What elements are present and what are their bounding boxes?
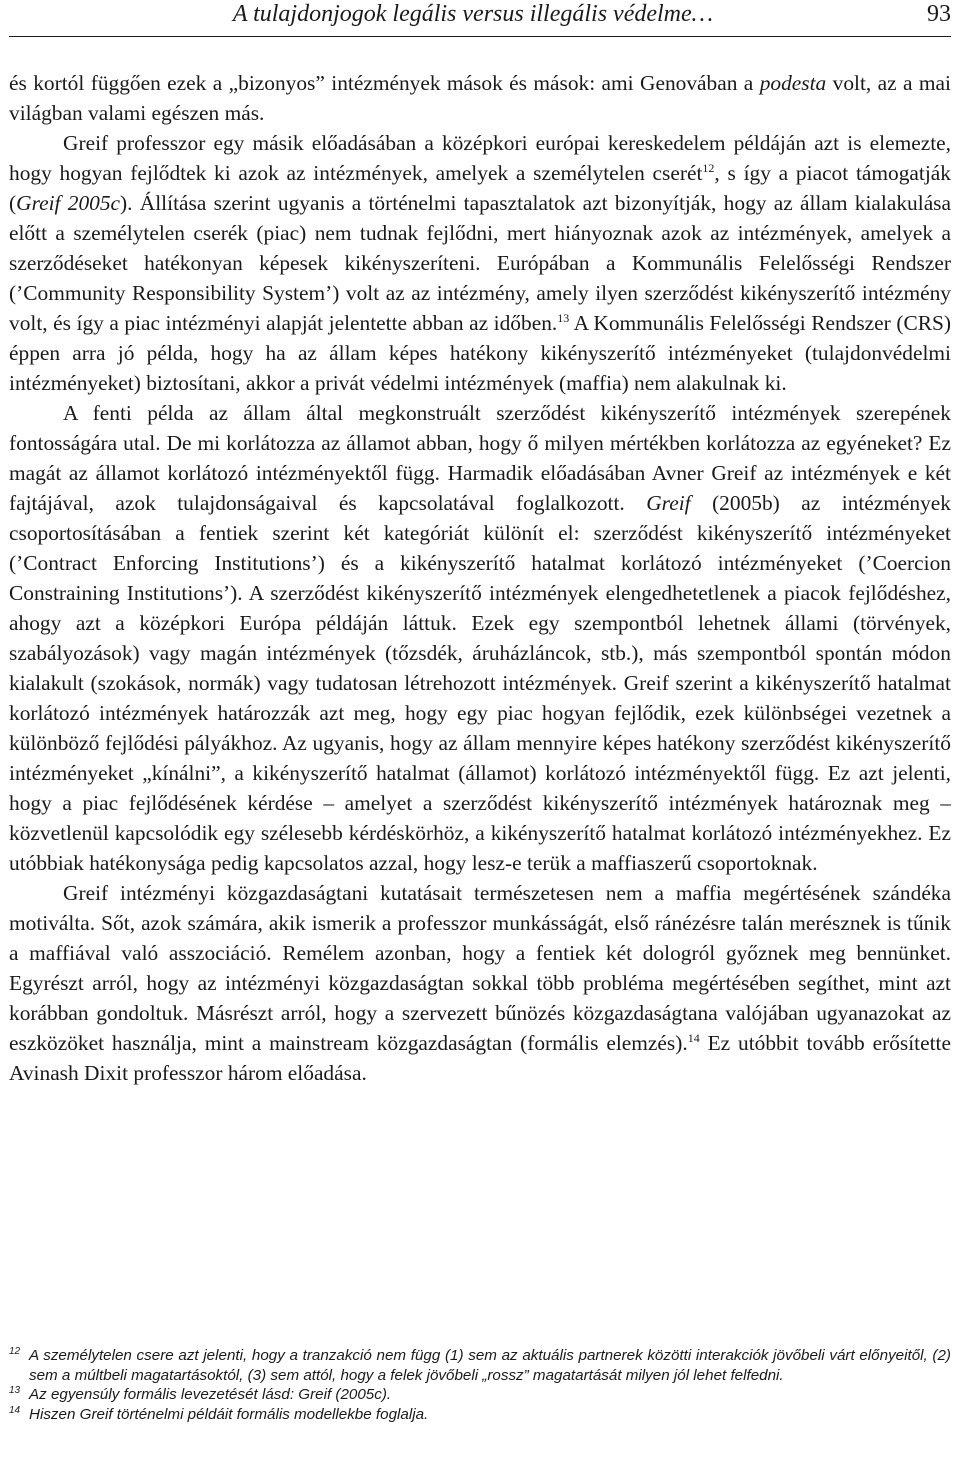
footnote-number: 12	[9, 1346, 21, 1357]
footnote-14	[9, 1405, 951, 1425]
paragraph-2-text-d: A Kommunális Felelősségi Rendszer (CRS) éppen arra jó példa, hogy ha az állam képes hatékony kikényszerítő intézményeket (tulajdonvédelmi intézményeket) biztosítani, akkor a privát védelmi intézmények (maffia) nem alakulnak ki.	[9, 311, 952, 395]
paragraph-3-emphasis: Greif	[646, 491, 691, 515]
paragraph-4-text-a: Greif intézményi közgazdaságtani kutatásait természetesen nem a maffia megértésének szándéka motiválta. Sőt, azok számára, akik ismerik a professzor munkásságát, első ránézésre talán merésznek is tűnik a maffiával való asszociáció. Remélem azonban, hogy a fentiek két dologról győznek meg bennünket. Egyrészt arról, hogy az intézményi közgazdaságtan sokkal több probléma megértésében segíthet, mint azt korábban gondoltuk. Másrészt arról, hogy a szervezett bűnözés közgazdaságtana valójában ugyanazokat az eszközöket használja, mint a mainstream közgazdaságtan (formális elemzés).	[9, 881, 951, 1055]
footnote-ref-12[interactable]: 12	[702, 161, 715, 175]
running-header	[9, 0, 951, 34]
paragraph-2	[9, 128, 951, 398]
footnotes	[9, 1346, 951, 1424]
running-header-title: A tulajdonjogok legális versus illegális védelme…	[232, 1, 713, 27]
footnote-number: 14	[9, 1404, 21, 1416]
footnote-13	[9, 1385, 951, 1405]
footnote-text: A személytelen csere azt jelenti, hogy a tranzakció nem függ (1) sem az aktuális partnerek közötti interakciók jövőbeli várt előnyeitől, (2) sem a múltbeli magatartásoktól, (3) sem attól, hogy a felek jövőbeli „rossz” magatartását milyen jól lehet felfedni.	[29, 1347, 951, 1384]
paragraph-3-text-a: A fenti példa az állam által megkonstruált szerződést kikényszerítő intézmények szerepének fontosságára utal. De mi korlátozza az államot abban, hogy ő milyen mértékben korlátozza az egyéneket? Ez magát az államot korlátozó intézményektől függ. Harmadik előadásában Avner Greif az intézmények e két fajtájával, azok tulajdonságaival és kapcsolatával foglalkozott.	[9, 401, 951, 515]
paragraph-2-text-a: Greif professzor egy másik előadásában a középkori európai kereskedelem példáján azt is elemezte, hogy hogyan fejlődtek ki azok az intézmények, amelyek a személytelen cserét	[9, 131, 951, 185]
footnote-text: Hiszen Greif történelmi példáit formális modellekbe foglalja.	[29, 1405, 429, 1423]
footnote-ref-13[interactable]: 13	[557, 311, 570, 325]
paragraph-1-emphasis: podesta	[759, 71, 827, 95]
paragraph-1-text-a: és kortól függően ezek a „bizonyos” intézmények mások és mások: ami Genovában a	[9, 71, 760, 95]
paragraph-3	[9, 398, 951, 878]
paragraph-4-text-b: Ez utóbbit tovább erősítette Avinash Dixit professzor három előadása.	[9, 1031, 951, 1085]
paragraph-2-text-b: , s így a piacot támogatják (	[9, 161, 951, 215]
paragraph-2-text-c: ). Állítása szerint ugyanis a történelmi tapasztalatok azt bizonyítják, hogy az állam kialakulása előtt a személytelen cserék (piac) nem tudnak fejlődni, mert hiányoznak azok az intézmények, amelyek a szerződéseket hatékonyan képesek kikényszeríteni. Európában a Kommunális Felelősségi Rendszer (’Community Responsibility System’) volt az az intézmény, amely ilyen szerződést kikényszerítő intézmény volt, és így a piac intézményi alapját jelentette abban az időben.	[9, 191, 952, 335]
citation-greif-2005c: Greif 2005c	[16, 191, 121, 215]
header-rule	[9, 36, 951, 37]
paragraph-1	[9, 68, 951, 128]
body-text	[9, 68, 951, 1088]
page-number: 93	[927, 1, 951, 27]
footnote-text: Az egyensúly formális levezetését lásd: Greif (2005c).	[29, 1386, 392, 1403]
footnote-12	[9, 1346, 951, 1385]
paragraph-4	[9, 878, 951, 1088]
paragraph-1-text-b: volt, az a mai világban valami egészen más.	[9, 71, 951, 125]
footnote-number: 13	[9, 1385, 21, 1396]
footnote-ref-14[interactable]: 14	[687, 1031, 700, 1045]
paragraph-3-text-b: (2005b) az intézmények csoportosításában a fentiek szerint két kategóriát különít el: szerződést kikényszerítő intézményeket (’Contract Enforcing Institutions’) és a kikényszerítő hatalmat korlátozó intézményeket (’Coercion Constraining Institutions’). A szerződést kikényszerítő intézmények elengedhetetlenek a piacok fejlődéshez, ahogy azt a középkori Európa példáján láttuk. Ezek egy szempontból lehetnek állami (törvények, szabályozások) vagy magán intézmények (tőzsdék, áruházláncok, stb.), más szempontból spontán módon kialakult (szokások, normák) vagy tudatosan létrehozott intézmények. Greif szerint a kikényszerítő hatalmat korlátozó intézmények határozzák azt meg, hogy egy piac hogyan fejlődik, ezek különbségei vezetnek a különböző fejlődési pályákhoz. Az ugyanis, hogy az állam mennyire képes hatékony szerződést kikényszerítő intézményeket „kínálni”, a kikényszerítő hatalmat (államot) korlátozó intézményektől függ. Ez azt jelenti, hogy a piac fejlődésének kérdése – amelyet a szerződést kikényszerítő intézmények határoznak meg – közvetlenül kapcsolódik egy szélesebb kérdéskörhöz, a kikényszerítő hatalmat korlátozó intézményekhez. Ez utóbbiak hatékonysága pedig kapcsolatos azzal, hogy lesz-e terük a maffiaszerű csoportoknak.	[9, 491, 951, 875]
